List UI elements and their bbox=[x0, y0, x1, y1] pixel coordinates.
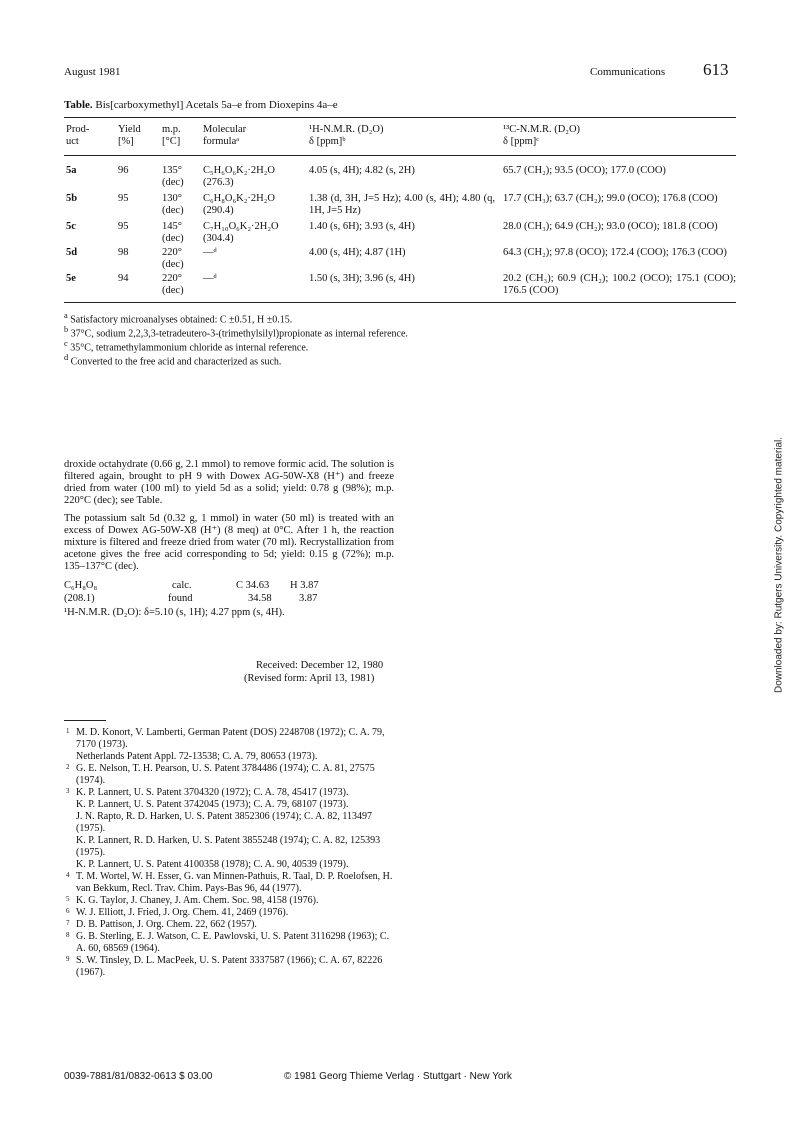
cell-hnmr: 4.05 (s, 4H); 4.82 (s, 2H) bbox=[309, 165, 415, 176]
page-number: 613 bbox=[703, 60, 729, 79]
hnmr-free-acid: ¹H-N.M.R. (D₂O): δ=5.10 (s, 1H); 4.27 ppm (s, 4H). bbox=[64, 607, 285, 618]
reference-number: 6 bbox=[66, 907, 70, 915]
cell-cnmr: 65.7 (CH₂); 93.5 (OCO); 177.0 (COO) bbox=[503, 165, 666, 176]
reference-text: J. N. Rapto, R. D. Harken, U. S. Patent 3852306 (1974); C. A. 82, 113497 (1975). bbox=[76, 811, 373, 834]
reference-item bbox=[64, 763, 394, 787]
reference-number: 7 bbox=[66, 919, 70, 927]
col-header-mp: m.p. [°C] bbox=[162, 124, 181, 147]
reference-text: Netherlands Patent Appl. 72-13538; C. A. 79, 80653 (1973). bbox=[76, 751, 318, 762]
analysis-found-c: 34.58 bbox=[248, 593, 272, 604]
reference-text: W. J. Elliott, J. Fried, J. Org. Chem. 41, 2469 (1976). bbox=[76, 907, 289, 918]
reference-text: T. M. Wortel, W. H. Esser, G. van Minnen-Pathuis, R. Taal, D. P. Roelofsen, H. van Bekkum, Recl. Trav. Chim. Pays-Bas 96, 44 (1977). bbox=[76, 871, 393, 894]
table-footnote-c: $^c$ 35°C, tetramethylammonium chloride as internal reference. bbox=[64, 339, 309, 354]
cell-hnmr: 1.50 (s, 3H); 3.96 (s, 4H) bbox=[309, 273, 415, 284]
cell-cnmr: 28.0 (CH₃); 64.9 (CH₂); 93.0 (OCO); 181.8 (COO) bbox=[503, 221, 718, 232]
footer-code: 0039-7881/81/0832-0613 $ 03.00 bbox=[64, 1071, 213, 1082]
cell-yield: 94 bbox=[118, 273, 129, 284]
received-date: Received: December 12, 1980 bbox=[256, 660, 384, 671]
analysis-calc-c: C 34.63 bbox=[236, 580, 270, 591]
reference-number: 8 bbox=[66, 931, 70, 939]
analysis-calc-h: H 3.87 bbox=[290, 580, 319, 591]
col-header-cnmr: ¹³C-N.M.R. (D₂O) δ [ppm]ᶜ bbox=[503, 124, 581, 147]
reference-text: K. P. Lannert, U. S. Patent 3742045 (1973); C. A. 79, 68107 (1973). bbox=[76, 799, 349, 810]
reference-number: 5 bbox=[66, 895, 70, 903]
analysis-mw: (208.1) bbox=[64, 593, 95, 604]
reference-text: G. E. Nelson, T. H. Pearson, U. S. Patent 3784486 (1974); C. A. 81, 27575 (1974). bbox=[76, 763, 375, 786]
cell-cnmr: 64.3 (CH₂); 97.8 (OCO); 172.4 (COO); 176.3 (COO) bbox=[503, 247, 727, 258]
reference-item bbox=[64, 727, 394, 763]
table-footnote-a: $^a$ Satisfactory microanalyses obtained: C ±0.51, H ±0.15. bbox=[64, 311, 293, 326]
reference-item bbox=[64, 931, 394, 955]
table-title-label: Table. bbox=[64, 99, 93, 111]
reference-item bbox=[64, 787, 394, 871]
col-header-hnmr: ¹H-N.M.R. (D₂O) δ [ppm]ᵇ bbox=[309, 124, 384, 147]
col-header-product: Prod- uct bbox=[66, 124, 90, 147]
reference-number: 3 bbox=[66, 787, 70, 795]
body-paragraph-1: droxide octahydrate (0.66 g, 2.1 mmol) to remove formic acid. The solution is filtered again, brought to pH 9 with Dowex AG-50W-X8 (H⁺) and freeze dried from water (100 ml) to yield 5d as a solid; yield: 0.78 g (98%); m.p. 220°C (dec); see Table. bbox=[64, 459, 394, 506]
revised-date: (Revised form: April 13, 1981) bbox=[244, 673, 375, 684]
cell-mp: 220° (dec) bbox=[162, 247, 184, 270]
footer-copyright: © 1981 Georg Thieme Verlag · Stuttgart · New York bbox=[284, 1071, 512, 1082]
references-rule bbox=[64, 720, 106, 721]
table-title bbox=[64, 99, 338, 111]
reference-text: K. P. Lannert, R. D. Harken, U. S. Patent 3855248 (1974); C. A. 82, 125393 (1975). bbox=[76, 835, 381, 858]
cell-yield: 98 bbox=[118, 247, 129, 258]
reference-item bbox=[64, 907, 394, 919]
reference-text: K. G. Taylor, J. Chaney, J. Am. Chem. Soc. 98, 4158 (1976). bbox=[76, 895, 319, 906]
table-title-text: Bis[carboxymethyl] Acetals 5a–e from Dioxepins 4a–e bbox=[92, 99, 338, 111]
reference-text: K. P. Lannert, U. S. Patent 3704320 (1972); C. A. 78, 45417 (1973). bbox=[76, 787, 349, 798]
reference-text: D. B. Pattison, J. Org. Chem. 22, 662 (1957). bbox=[76, 919, 257, 930]
cell-yield: 96 bbox=[118, 165, 129, 176]
reference-text: G. B. Sterling, E. J. Watson, C. E. Pawlovski, U. S. Patent 3116298 (1963); C. A. 60, 68569 (1964). bbox=[76, 931, 390, 954]
cell-product: 5a bbox=[66, 165, 77, 176]
analysis-found-label: found bbox=[168, 593, 193, 604]
reference-number: 2 bbox=[66, 763, 70, 771]
cell-formula: —ᵈ bbox=[203, 247, 217, 258]
reference-text: M. D. Konort, V. Lamberti, German Patent (DOS) 2248708 (1972); C. A. 79, 7170 (1973). bbox=[76, 727, 385, 750]
cell-hnmr: 4.00 (s, 4H); 4.87 (1H) bbox=[309, 247, 406, 258]
table-footnote-d: $^d$ Converted to the free acid and characterized as such. bbox=[64, 353, 282, 368]
cell-formula: C₇H₁₀O₆K₂·2H₂O (304.4) bbox=[203, 221, 279, 244]
cell-mp: 135° (dec) bbox=[162, 165, 184, 188]
reference-text: S. W. Tinsley, D. L. MacPeek, U. S. Patent 3337587 (1966); C. A. 67, 82226 (1967). bbox=[76, 955, 383, 978]
col-header-formula: Molecular formulaᵃ bbox=[203, 124, 247, 147]
cell-hnmr: 1.38 (d, 3H, J=5 Hz); 4.00 (s, 4H); 4.80 (q, 1H, J=5 Hz) bbox=[309, 193, 495, 216]
cell-formula: —ᵈ bbox=[203, 273, 217, 284]
cell-mp: 220° (dec) bbox=[162, 273, 184, 296]
cell-cnmr: 20.2 (CH₃); 60.9 (CH₂); 100.2 (OCO); 175.1 (COO); 176.5 (COO) bbox=[503, 273, 736, 296]
cell-product: 5d bbox=[66, 247, 78, 258]
table-header-rule bbox=[64, 155, 736, 156]
analysis-found-h: 3.87 bbox=[299, 593, 318, 604]
cell-mp: 145° (dec) bbox=[162, 221, 184, 244]
reference-text: K. P. Lannert, U. S. Patent 4100358 (1978); C. A. 90, 40539 (1979). bbox=[76, 859, 349, 870]
cell-formula: C₅H₆O₆K₂·2H₂O (276.3) bbox=[203, 165, 275, 188]
reference-item bbox=[64, 871, 394, 895]
download-notice: Downloaded by: Rutgers University. Copyrighted material. bbox=[773, 436, 785, 694]
reference-number: 9 bbox=[66, 955, 70, 963]
running-header-date: August 1981 bbox=[64, 66, 121, 78]
table-top-rule bbox=[64, 117, 736, 118]
table-footnote-b: $^b$ 37°C, sodium 2,2,3,3-tetradeutero-3-(trimethylsilyl)propionate as internal reference. bbox=[64, 325, 408, 340]
reference-number: 1 bbox=[66, 727, 70, 735]
cell-hnmr: 1.40 (s, 6H); 3.93 (s, 4H) bbox=[309, 221, 415, 232]
reference-item bbox=[64, 919, 394, 931]
reference-number: 4 bbox=[66, 871, 70, 879]
reference-item bbox=[64, 955, 394, 979]
analysis-formula: C₆H₈O₈ bbox=[64, 580, 98, 591]
cell-yield: 95 bbox=[118, 221, 129, 232]
cell-product: 5c bbox=[66, 221, 76, 232]
table-bottom-rule bbox=[64, 302, 736, 303]
cell-cnmr: 17.7 (CH₃); 63.7 (CH₂); 99.0 (OCO); 176.8 (COO) bbox=[503, 193, 718, 204]
cell-yield: 95 bbox=[118, 193, 129, 204]
cell-product: 5e bbox=[66, 273, 76, 284]
analysis-calc-label: calc. bbox=[172, 580, 192, 591]
cell-mp: 130° (dec) bbox=[162, 193, 184, 216]
col-header-yield: Yield [%] bbox=[118, 124, 141, 147]
cell-product: 5b bbox=[66, 193, 78, 204]
reference-item bbox=[64, 895, 394, 907]
references-list bbox=[64, 727, 394, 979]
body-paragraph-2: The potassium salt 5d (0.32 g, 1 mmol) in water (50 ml) is treated with an excess of Dowex AG-50W-X8 (H⁺) (8 meq) at 0°C. After 1 h, the reaction mixture is filtered and freeze dried from water (70 ml). Recrystallization from acetone gives the free acid corresponding to 5d; yield: 0.15 g (72%); m.p. 135–137°C (dec). bbox=[64, 513, 394, 572]
running-header-section: Communications bbox=[590, 66, 666, 78]
cell-formula: C₆H₈O₆K₂·2H₂O (290.4) bbox=[203, 193, 275, 216]
